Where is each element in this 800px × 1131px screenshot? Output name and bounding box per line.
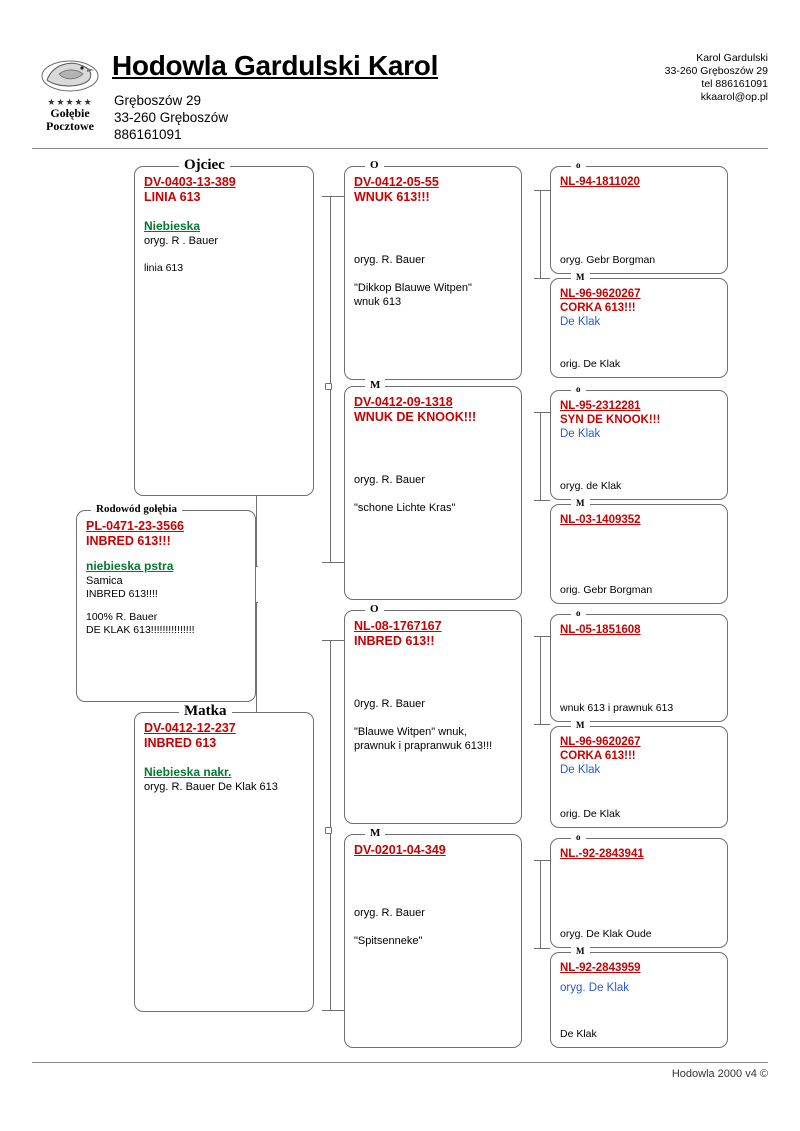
gen2-3-ring: NL-08-1767167 [354, 619, 442, 633]
gen2-1-note2: wnuk 613 [354, 296, 402, 308]
gen3-2-name: CORKA 613!!! [560, 302, 636, 314]
logo-caption-line2: Pocztowe [46, 119, 94, 133]
gen2-4-ring: DV-0201-04-349 [354, 843, 446, 857]
subject-note3: DE KLAK 613!!!!!!!!!!!!!!! [86, 624, 195, 636]
father-note: linia 613 [144, 262, 184, 274]
box-label-gen2-2: M [365, 379, 385, 391]
header-divider [32, 148, 768, 149]
gen3-1-bottom: oryg. Gebr Borgman [560, 254, 656, 266]
pedigree-box-father[interactable] [134, 157, 314, 496]
box-label-mother: Matka [179, 703, 232, 720]
connector [534, 500, 550, 501]
subject-sex: Samica [86, 575, 123, 587]
breeder-phone: 886161091 [114, 127, 182, 142]
pedigree-box-gen3-8[interactable] [550, 946, 728, 1048]
connector [322, 640, 344, 641]
subject-color: niebieska pstra [86, 559, 174, 573]
gen3-5-ring: NL-05-1851608 [560, 624, 641, 636]
pedigree-box-gen2-2[interactable] [344, 379, 522, 600]
contact-block [665, 52, 768, 104]
connector [322, 1010, 344, 1011]
breeder-address-line2: 33-260 Gręboszów [114, 110, 229, 125]
gen3-3-bottom: oryg. de Klak [560, 480, 622, 492]
contact-tel: tel 886161091 [701, 78, 768, 90]
gen3-8-blue: oryg. De Klak [560, 982, 630, 994]
gen3-7-bottom: oryg. De Klak Oude [560, 928, 652, 940]
gen3-2-bottom: orig. De Klak [560, 358, 621, 370]
connector [322, 562, 344, 563]
gen3-2-blue: De Klak [560, 316, 601, 328]
pedigree-box-gen3-1[interactable] [550, 160, 728, 274]
gen3-6-bottom: orig. De Klak [560, 808, 621, 820]
gen3-2-ring: NL-96-9620267 [560, 288, 641, 300]
connector [540, 860, 541, 948]
gen2-1-name: WNUK 613!!! [354, 190, 430, 204]
gen2-4-note1: "Spitsenneke" [354, 935, 423, 947]
gen3-4-ring: NL-03-1409352 [560, 514, 641, 526]
box-label-gen2-4: M [365, 827, 385, 839]
gen3-3-ring: NL-95-2312281 [560, 400, 641, 412]
gen3-6-name: CORKA 613!!! [560, 750, 636, 762]
connector [540, 190, 541, 278]
connector [330, 830, 331, 1010]
box-label-gen3-7: o [571, 832, 586, 842]
connector-knob [325, 827, 332, 834]
gen3-7-ring: NL.-92-2843941 [560, 848, 644, 860]
logo-caption-line1: Gołębie [50, 106, 90, 120]
connector [534, 948, 550, 949]
connector [534, 724, 550, 725]
gen3-6-ring: NL-96-9620267 [560, 736, 641, 748]
gen3-5-bottom: wnuk 613 i prawnuk 613 [560, 702, 674, 714]
pedigree-box-gen3-3[interactable] [550, 384, 728, 500]
connector [534, 636, 550, 637]
pedigree-box-gen2-1[interactable] [344, 159, 522, 380]
subject-name: INBRED 613!!! [86, 534, 171, 548]
connector [540, 636, 541, 724]
subject-note1: INBRED 613!!!! [86, 588, 158, 600]
breeder-logo [34, 54, 106, 140]
gen2-2-note1: "schone Lichte Kras" [354, 502, 456, 514]
pigeon-icon [37, 54, 103, 96]
box-label-gen3-8: M [571, 946, 590, 956]
box-label-gen3-2: M [571, 272, 590, 282]
gen3-4-bottom: orig. Gebr Borgman [560, 584, 653, 596]
breeder-address [114, 92, 228, 143]
connector [330, 386, 331, 562]
page-title: Hodowla Gardulski Karol [112, 50, 439, 81]
connector [534, 278, 550, 279]
father-name: LINIA 613 [144, 190, 201, 204]
gen3-3-blue: De Klak [560, 428, 601, 440]
pedigree-box-gen3-2[interactable] [550, 272, 728, 378]
box-label-gen3-3: o [571, 384, 586, 394]
footer-divider [32, 1062, 768, 1063]
gen2-1-ring: DV-0412-05-55 [354, 175, 439, 189]
connector [534, 860, 550, 861]
contact-address: 33-260 Gręboszów 29 [664, 65, 768, 77]
father-color: Niebieska [144, 219, 201, 233]
gen2-4-origin: oryg. R. Bauer [354, 907, 425, 919]
gen3-6-blue: De Klak [560, 764, 601, 776]
pedigree-box-gen2-4[interactable] [344, 827, 522, 1048]
gen2-3-origin: 0ryg. R. Bauer [354, 698, 425, 710]
gen2-2-ring: DV-0412-09-1318 [354, 395, 453, 409]
pedigree-box-mother[interactable] [134, 703, 314, 1012]
mother-name: INBRED 613 [144, 736, 217, 750]
gen2-2-name: WNUK DE KNOOK!!! [354, 410, 477, 424]
connector [534, 190, 550, 191]
subject-note2: 100% R. Bauer [86, 611, 158, 623]
father-ring: DV-0403-13-389 [144, 175, 236, 189]
gen2-1-note1: "Dikkop Blauwe Witpen" [354, 282, 472, 294]
subject-ring: PL-0471-23-3566 [86, 519, 184, 533]
box-label-gen2-1: O [365, 159, 384, 171]
gen3-8-bottom: De Klak [560, 1028, 597, 1040]
gen3-8-ring: NL-92-2843959 [560, 962, 641, 974]
gen2-2-origin: oryg. R. Bauer [354, 474, 425, 486]
box-label-father: Ojciec [179, 157, 230, 174]
pedigree-box-gen3-5[interactable] [550, 608, 728, 722]
connector [540, 412, 541, 500]
connector [330, 196, 331, 386]
logo-stars: ★★★★★ [47, 97, 93, 107]
gen2-3-note2: prawnuk i prapranwuk 613!!! [354, 740, 493, 752]
pedigree-box-gen3-4[interactable] [550, 498, 728, 604]
contact-email: kkaarol@op.pl [700, 91, 768, 103]
connector-knob [325, 383, 332, 390]
gen3-3-name: SYN DE KNOOK!!! [560, 414, 661, 426]
box-label-gen3-1: o [571, 160, 586, 170]
box-label-subject: Rodowód gołębia [91, 503, 182, 515]
box-label-gen3-6: M [571, 720, 590, 730]
connector [330, 640, 331, 830]
mother-color: Niebieska nakr. [144, 765, 232, 779]
father-origin: oryg. R . Bauer [144, 235, 218, 247]
gen2-1-origin: oryg. R. Bauer [354, 254, 425, 266]
connector [322, 196, 344, 197]
gen2-3-name: INBRED 613!! [354, 634, 435, 648]
pedigree-box-gen3-6[interactable] [550, 720, 728, 828]
footer-text: Hodowla 2000 v4 © [671, 1068, 768, 1080]
pedigree-box-gen3-7[interactable] [550, 832, 728, 948]
gen3-1-ring: NL-94-1811020 [560, 176, 640, 188]
mother-ring: DV-0412-12-237 [144, 721, 236, 735]
pedigree-box-subject[interactable] [76, 503, 256, 702]
box-label-gen3-4: M [571, 498, 590, 508]
mother-origin: oryg. R. Bauer De Klak 613 [144, 781, 278, 793]
box-label-gen2-3: O [365, 603, 384, 615]
document-header [32, 50, 768, 145]
box-label-gen3-5: o [571, 608, 586, 618]
contact-name: Karol Gardulski [696, 52, 768, 64]
connector [534, 412, 550, 413]
gen2-3-note1: "Blauwe Witpen" wnuk, [354, 726, 467, 738]
pedigree-box-gen2-3[interactable] [344, 603, 522, 824]
breeder-address-line1: Gręboszów 29 [114, 93, 202, 108]
